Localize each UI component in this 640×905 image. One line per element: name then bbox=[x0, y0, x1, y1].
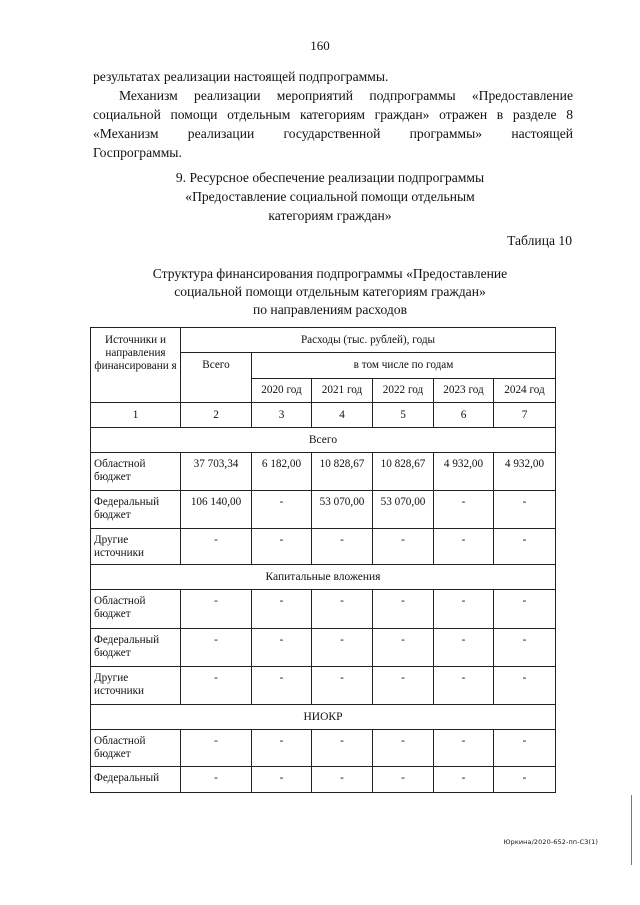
source-cell: Другие источники bbox=[91, 667, 181, 705]
value-cell: - bbox=[373, 529, 434, 565]
section-title: НИОКР bbox=[91, 705, 556, 730]
column-number: 4 bbox=[312, 403, 373, 428]
value-cell: - bbox=[252, 529, 312, 565]
value-cell: - bbox=[252, 590, 312, 629]
value-cell: - bbox=[181, 590, 252, 629]
value-cell: - bbox=[494, 629, 556, 667]
value-cell: - bbox=[494, 767, 556, 793]
value-cell: 4 932,00 bbox=[434, 453, 494, 491]
value-cell: 53 070,00 bbox=[373, 491, 434, 529]
header-year: 2020 год bbox=[252, 379, 312, 403]
value-cell: - bbox=[373, 667, 434, 705]
source-cell: Областной бюджет bbox=[91, 453, 181, 491]
column-number: 7 bbox=[494, 403, 556, 428]
value-cell: - bbox=[312, 529, 373, 565]
section-heading-line: 9. Ресурсное обеспечение реализации подпрограммы bbox=[175, 170, 485, 185]
page-number: 160 bbox=[310, 38, 330, 53]
source-cell: Федеральный bbox=[91, 767, 181, 793]
value-cell: - bbox=[252, 629, 312, 667]
header-source: Источники и направления финансировани я bbox=[91, 328, 181, 403]
value-cell: - bbox=[181, 529, 252, 565]
section-heading-line: категориям граждан» bbox=[268, 208, 392, 223]
value-cell: - bbox=[434, 590, 494, 629]
value-cell: - bbox=[494, 529, 556, 565]
value-cell: - bbox=[252, 667, 312, 705]
value-cell: - bbox=[252, 767, 312, 793]
value-cell: - bbox=[434, 629, 494, 667]
value-cell: - bbox=[181, 767, 252, 793]
mechanism-line: Механизм реализации мероприятий подпрограммы «Предоставление bbox=[119, 88, 573, 103]
column-number: 5 bbox=[373, 403, 434, 428]
table-caption-line: по направлениям расходов bbox=[252, 302, 408, 317]
footer-code: Юркина/2020-652-пп-СЗ(1) bbox=[503, 838, 598, 846]
financing-table bbox=[90, 327, 556, 793]
source-cell: Другие источники bbox=[91, 529, 181, 565]
mechanism-line: «Механизм реализации государственной программы» настоящей bbox=[93, 126, 573, 141]
table-caption bbox=[110, 265, 550, 319]
value-cell: - bbox=[312, 767, 373, 793]
value-cell: - bbox=[434, 730, 494, 767]
value-cell: - bbox=[373, 730, 434, 767]
mechanism-line: социальной помощи отдельным категориям граждан» отражен в разделе 8 bbox=[93, 107, 573, 122]
value-cell: - bbox=[494, 667, 556, 705]
value-cell: 106 140,00 bbox=[181, 491, 252, 529]
value-cell: 6 182,00 bbox=[252, 453, 312, 491]
table-caption-line: социальной помощи отдельным категориям граждан» bbox=[174, 284, 486, 299]
value-cell: - bbox=[434, 529, 494, 565]
section-title: Всего bbox=[91, 428, 556, 453]
header-year: 2022 год bbox=[373, 379, 434, 403]
value-cell: - bbox=[312, 629, 373, 667]
value-cell: - bbox=[181, 629, 252, 667]
value-cell: 37 703,34 bbox=[181, 453, 252, 491]
header-year: 2021 год bbox=[312, 379, 373, 403]
section-title: Капитальные вложения bbox=[91, 565, 556, 590]
value-cell: - bbox=[494, 590, 556, 629]
intro-line: результатах реализации настоящей подпрограммы. bbox=[93, 69, 389, 84]
column-number: 2 bbox=[181, 403, 252, 428]
header-by-years: в том числе по годам bbox=[252, 353, 556, 379]
section-heading bbox=[110, 168, 550, 225]
header-year: 2023 год bbox=[434, 379, 494, 403]
value-cell: - bbox=[434, 491, 494, 529]
value-cell: - bbox=[181, 667, 252, 705]
scan-edge-mark bbox=[631, 795, 632, 865]
value-cell: - bbox=[312, 730, 373, 767]
value-cell: 10 828,67 bbox=[312, 453, 373, 491]
mechanism-line: Госпрограммы. bbox=[93, 145, 182, 160]
value-cell: - bbox=[312, 667, 373, 705]
value-cell: - bbox=[494, 730, 556, 767]
value-cell: - bbox=[434, 667, 494, 705]
value-cell: 53 070,00 bbox=[312, 491, 373, 529]
value-cell: - bbox=[312, 590, 373, 629]
column-number: 6 bbox=[434, 403, 494, 428]
table-label: Таблица 10 bbox=[507, 233, 572, 248]
header-year: 2024 год bbox=[494, 379, 556, 403]
source-cell: Областной бюджет bbox=[91, 730, 181, 767]
value-cell: - bbox=[373, 629, 434, 667]
source-cell: Федеральный бюджет bbox=[91, 629, 181, 667]
value-cell: - bbox=[494, 491, 556, 529]
value-cell: - bbox=[434, 767, 494, 793]
value-cell: - bbox=[252, 730, 312, 767]
value-cell: - bbox=[373, 767, 434, 793]
value-cell: - bbox=[252, 491, 312, 529]
column-number: 1 bbox=[91, 403, 181, 428]
mechanism-paragraph bbox=[93, 86, 573, 162]
header-total: Всего bbox=[181, 353, 252, 403]
source-cell: Федеральный бюджет bbox=[91, 491, 181, 529]
section-heading-line: «Предоставление социальной помощи отдельным bbox=[185, 189, 475, 204]
header-expenses: Расходы (тыс. рублей), годы bbox=[181, 328, 556, 353]
column-number: 3 bbox=[252, 403, 312, 428]
value-cell: 10 828,67 bbox=[373, 453, 434, 491]
value-cell: - bbox=[373, 590, 434, 629]
source-cell: Областной бюджет bbox=[91, 590, 181, 629]
value-cell: 4 932,00 bbox=[494, 453, 556, 491]
value-cell: - bbox=[181, 730, 252, 767]
table-caption-line: Структура финансирования подпрограммы «Предоставление bbox=[152, 266, 508, 281]
